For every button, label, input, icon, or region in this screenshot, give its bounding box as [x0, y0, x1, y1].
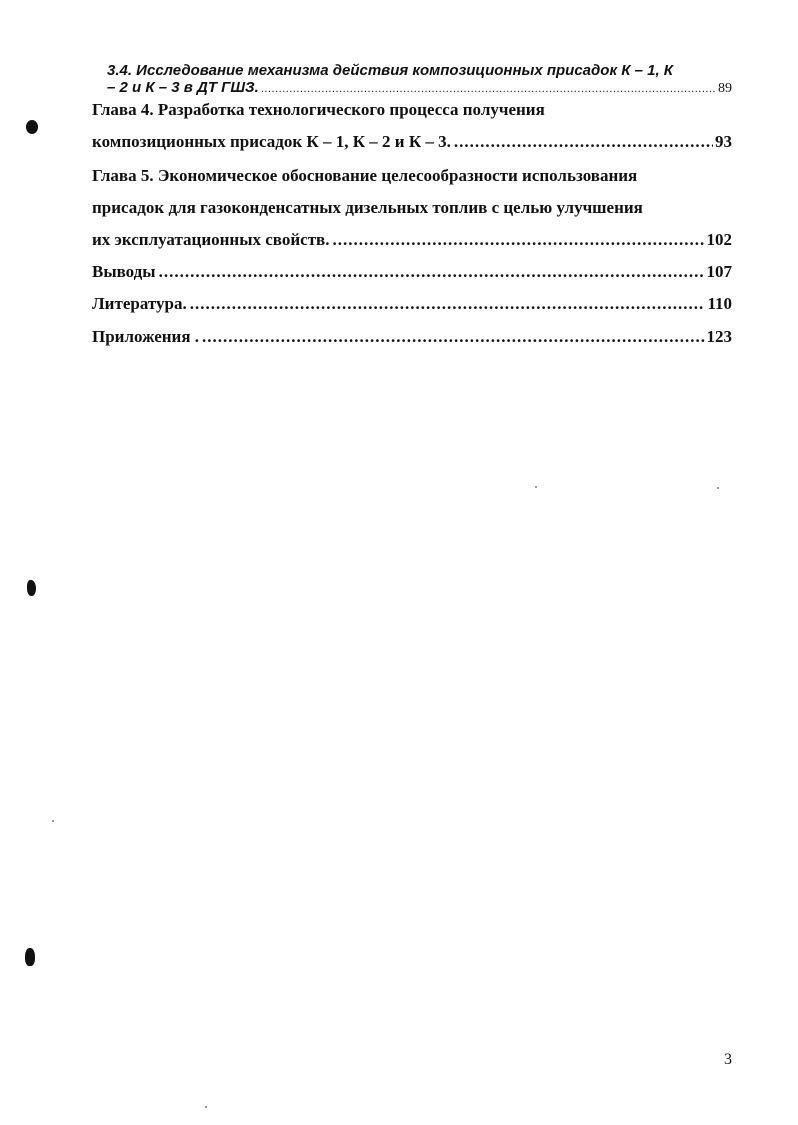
punch-hole-mark: [26, 120, 38, 134]
toc-entry-conclusions: [92, 262, 732, 282]
toc-page-number: 93: [715, 132, 732, 151]
toc-entry-title-continued: их эксплуатационных свойств.: [92, 230, 330, 249]
toc-entry-title: Глава 4. Разработка технологического процесса получения: [92, 100, 545, 119]
scan-speck: [535, 486, 537, 488]
toc-entry-title: Глава 5. Экономическое обоснование целесообразности использования: [92, 166, 638, 185]
toc-entry-chapter-5: [92, 166, 732, 186]
toc-entry-appendices: [92, 327, 732, 347]
dot-leader: [454, 132, 713, 152]
dot-leader: [261, 81, 715, 98]
toc-entry-title-continued: – 2 и К – 3 в ДТ ГШЗ.: [107, 79, 259, 96]
scan-speck: [205, 1106, 207, 1108]
toc-page-number: 110: [707, 294, 732, 313]
scan-speck: [52, 820, 54, 822]
toc-entry-chapter-4: [92, 100, 732, 120]
page-number: 3: [724, 1051, 732, 1068]
toc-entry-literature: [92, 294, 732, 314]
toc-page-number: 123: [706, 327, 732, 346]
toc-page-number: 89: [718, 81, 732, 96]
toc-page-number: 107: [706, 262, 732, 281]
punch-hole-mark: [27, 580, 36, 596]
dot-leader: [202, 327, 704, 347]
toc-entry-chapter-5-end: [92, 230, 732, 250]
toc-entry-3-4: [107, 62, 732, 98]
scan-speck: [717, 487, 719, 489]
toc-entry-title: 3.4. Исследование механизма действия композиционных присадок К – 1, К: [107, 62, 674, 79]
toc-entry-title: Выводы: [92, 262, 156, 281]
toc-entry-title: Приложения .: [92, 327, 200, 346]
toc-entry-title-continued: композиционных присадок К – 1, К – 2 и К – 3.: [92, 132, 451, 151]
toc-entry-title-continued: присадок для газоконденсатных дизельных топлив с целью улучшения: [92, 198, 643, 217]
dot-leader: [332, 230, 704, 250]
toc-entry-title: Литература.: [92, 294, 187, 313]
dot-leader: [190, 294, 706, 314]
punch-hole-mark: [25, 948, 35, 966]
dot-leader: [159, 262, 705, 282]
toc-entry-chapter-5-continued: [92, 198, 732, 218]
toc-page-number: 102: [706, 230, 732, 249]
toc-entry-chapter-4-continued: [92, 132, 732, 152]
